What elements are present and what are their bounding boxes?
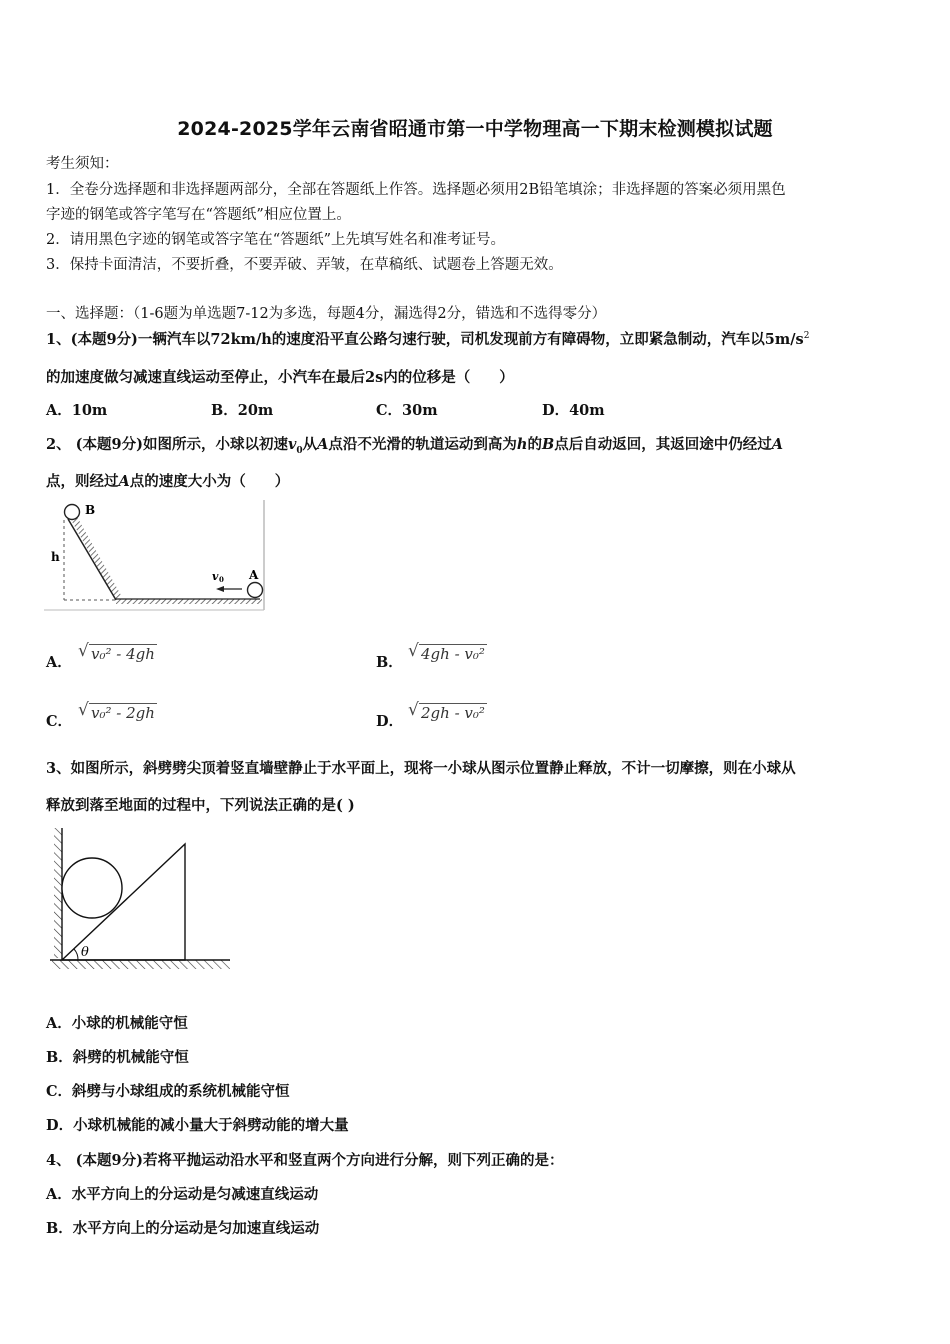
q2-figure bbox=[44, 500, 268, 614]
q3-ball bbox=[62, 858, 122, 918]
q1-line-1 bbox=[46, 328, 809, 349]
q2-option-d-expr: √ 2gh - v₀² bbox=[408, 700, 485, 722]
q4-line-1: 4、 (本题9分)若将平抛运动沿水平和竖直两个方向进行分解，则下列正确的是： bbox=[46, 1152, 564, 1169]
theta-label: θ bbox=[81, 945, 89, 960]
section-heading: 一、选择题：（1-6题为单选题7-12为多选，每题4分，漏选得2分，错选和不选得零分） bbox=[46, 306, 607, 322]
q2-d-radicand: 2gh - v₀² bbox=[421, 704, 485, 722]
q1-option-a: A．10m bbox=[46, 402, 108, 419]
q2-a-radicand: v₀² - 4gh bbox=[91, 645, 155, 663]
q2-option-a-label: A． bbox=[46, 654, 72, 671]
notice-heading: 考生须知： bbox=[46, 156, 119, 172]
label-b: B bbox=[85, 503, 96, 517]
q2-c-radicand: v₀² - 2gh bbox=[91, 704, 155, 722]
q2-option-c-expr: √ v₀² - 2gh bbox=[78, 700, 155, 722]
q2-option-d-label: D． bbox=[376, 713, 404, 730]
ball-a bbox=[248, 583, 263, 598]
q2-v0: v bbox=[287, 436, 297, 453]
notice-line-3: 3．保持卡面清洁，不要折叠，不要弄破、弄皱，在草稿纸、试题卷上答题无效。 bbox=[46, 257, 563, 273]
label-v0-sub: 0 bbox=[219, 575, 224, 584]
q1-line-2: 的加速度做匀减速直线运动至停止，小汽车在最后2s内的位移是（ ） bbox=[46, 369, 514, 386]
notice-line-1b: 字迹的钢笔或答字笔写在“答题纸”相应位置上。 bbox=[46, 207, 351, 223]
q2-t4: 的 bbox=[527, 436, 542, 453]
q3-figure bbox=[44, 826, 234, 974]
q2-option-b-label: B． bbox=[376, 654, 403, 671]
label-h: h bbox=[51, 550, 60, 564]
q3-option-b: B．斜劈的机械能守恒 bbox=[46, 1049, 189, 1066]
q4-option-a: A．水平方向上的分运动是匀减速直线运动 bbox=[46, 1186, 319, 1203]
q1-line-1-text: 1、(本题9分)一辆汽车以72km/h的速度沿平直公路匀速行驶，司机发现前方有障碍物，立即紧急制动，汽车以5m/s bbox=[46, 331, 804, 348]
label-v0: v bbox=[212, 570, 219, 583]
q2-a2: A bbox=[771, 436, 783, 453]
q2-line-1 bbox=[46, 433, 783, 456]
q2-v0-sub: 0 bbox=[296, 445, 303, 456]
q2-t1: 2、 (本题9分)如图所示，小球以初速 bbox=[46, 436, 288, 453]
q2-line-2 bbox=[46, 470, 289, 491]
q2-option-b-expr: √ 4gh - v₀² bbox=[408, 641, 485, 663]
q3-option-c: C．斜劈与小球组成的系统机械能守恒 bbox=[46, 1083, 290, 1100]
ball-b bbox=[65, 505, 80, 520]
q2-t6: 点，则经过 bbox=[46, 473, 119, 490]
q2-option-c-label: C． bbox=[46, 713, 73, 730]
q3-option-d: D．小球机械能的减小量大于斜劈动能的增大量 bbox=[46, 1117, 349, 1134]
q2-b-radicand: 4gh - v₀² bbox=[421, 645, 485, 663]
q2-t5: 点后自动返回，其返回途中仍经过 bbox=[554, 436, 772, 453]
notice-line-2: 2．请用黑色字迹的钢笔或答字笔在“答题纸”上先填写姓名和准考证号。 bbox=[46, 232, 506, 248]
q2-a1: A bbox=[317, 436, 329, 453]
q3-line-2: 释放到落至地面的过程中，下列说法正确的是( ) bbox=[46, 797, 355, 814]
q2-t7: 点的速度大小为（ ） bbox=[129, 473, 290, 490]
page-title: 2024-2025学年云南省昭通市第一中学物理高一下期末检测模拟试题 bbox=[177, 118, 773, 140]
q2-b1: B bbox=[541, 436, 555, 453]
q2-t2: 从 bbox=[302, 436, 318, 453]
q2-option-a-expr: √ v₀² - 4gh bbox=[78, 641, 155, 663]
notice-line-1a: 1．全卷分选择题和非选择题两部分，全部在答题纸上作答。选择题必须用2B铅笔填涂；非选择题的答案必须用黑色 bbox=[46, 182, 786, 198]
q1-option-b: B．20m bbox=[211, 402, 274, 419]
q1-sup: 2 bbox=[803, 331, 810, 342]
q1-option-c: C．30m bbox=[376, 402, 438, 419]
q2-h: h bbox=[516, 436, 528, 453]
q3-line-1: 3、如图所示，斜劈劈尖顶着竖直墙壁静止于水平面上，现将一小球从图示位置静止释放，不计一切摩擦，则在小球从 bbox=[46, 760, 796, 777]
q4-option-b: B．水平方向上的分运动是匀加速直线运动 bbox=[46, 1220, 320, 1237]
q2-a3: A bbox=[118, 473, 130, 490]
q3-option-a: A．小球的机械能守恒 bbox=[46, 1015, 188, 1032]
label-a: A bbox=[249, 568, 259, 582]
q1-option-d: D．40m bbox=[542, 402, 605, 419]
q2-t3: 点沿不光滑的轨道运动到高为 bbox=[328, 436, 517, 453]
